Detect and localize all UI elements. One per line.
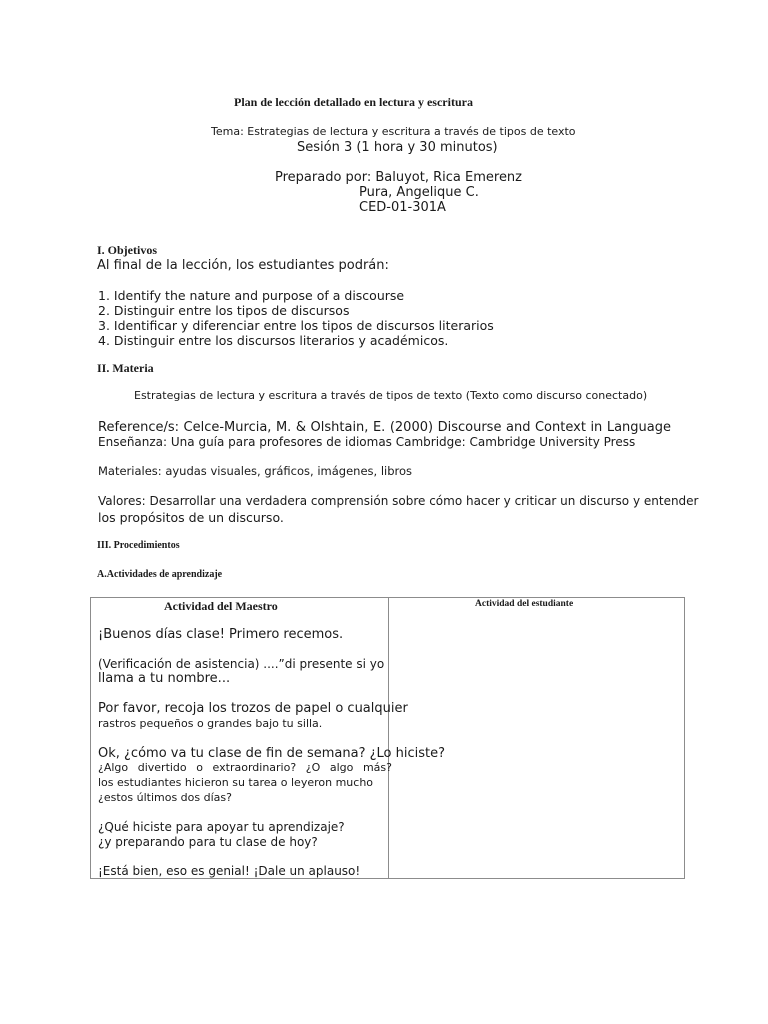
- objective-item: 4. Distinguir entre los discursos literarios y académicos.: [98, 333, 449, 348]
- section-code: CED-01-301A: [359, 200, 446, 215]
- reference-line-1: Reference/s: Celce-Murcia, M. & Olshtain, E. (2000) Discourse and Context in Language: [98, 420, 671, 435]
- objectives-intro: Al final de la lección, los estudiantes podrán:: [97, 258, 389, 273]
- document-title: Plan de lección detallado en lectura y escritura: [234, 95, 473, 109]
- lesson-topic: Tema: Estrategias de lectura y escritura a través de tipos de texto: [211, 125, 576, 138]
- teacher-line: ¿estos últimos dos días?: [98, 791, 232, 804]
- objective-item: 1. Identify the nature and purpose of a discourse: [98, 288, 405, 303]
- author-name: Pura, Angelique C.: [359, 185, 479, 200]
- materials-text: Materiales: ayudas visuales, gráficos, imágenes, libros: [98, 464, 413, 478]
- teacher-line: ¿Qué hiciste para apoyar tu aprendizaje?: [98, 820, 345, 834]
- objective-item: 3. Identificar y diferenciar entre los tipos de discursos literarios: [98, 318, 494, 333]
- materia-text: Estrategias de lectura y escritura a través de tipos de texto (Texto como discurso conectado): [134, 389, 648, 402]
- teacher-line: ¿y preparando para tu clase de hoy?: [98, 835, 318, 849]
- prepared-by: Preparado por: Baluyot, Rica Emerenz: [275, 170, 522, 185]
- objective-item: 2. Distinguir entre los tipos de discursos: [98, 303, 350, 318]
- teacher-line: llama a tu nombre...: [98, 671, 231, 686]
- teacher-line: Ok, ¿cómo va tu clase de fin de semana? ¿Lo hiciste?: [98, 746, 446, 761]
- teacher-line: ¡Buenos días clase! Primero recemos.: [98, 627, 344, 642]
- teacher-line: Por favor, recoja los trozos de papel o cualquier: [98, 701, 408, 716]
- values-line-1: Valores: Desarrollar una verdadera comprensión sobre cómo hacer y criticar un discurso y entender: [98, 494, 699, 508]
- teacher-line: rastros pequeños o grandes bajo tu silla.: [98, 717, 323, 730]
- activity-table: [90, 597, 685, 879]
- teacher-line: (Verificación de asistencia) ....”di presente si yo: [98, 657, 385, 671]
- activities-heading: A.Actividades de aprendizaje: [97, 569, 223, 580]
- values-line-2: los propósitos de un discurso.: [98, 510, 284, 525]
- teacher-column-header: Actividad del Maestro: [164, 599, 278, 613]
- teacher-line: ¿Algo divertido o extraordinario? ¿O algo más?: [98, 761, 392, 774]
- reference-line-2: Enseñanza: Una guía para profesores de idiomas Cambridge: Cambridge University Press: [98, 435, 636, 449]
- objectives-heading: I. Objetivos: [97, 243, 157, 257]
- student-column-header: Actividad del estudiante: [475, 599, 574, 609]
- procedures-heading: III. Procedimientos: [97, 540, 180, 551]
- teacher-line: los estudiantes hicieron su tarea o leyeron mucho: [98, 776, 374, 789]
- materia-heading: II. Materia: [97, 361, 154, 375]
- session-info: Sesión 3 (1 hora y 30 minutos): [297, 140, 498, 155]
- teacher-line: ¡Está bien, eso es genial! ¡Dale un aplauso!: [98, 864, 361, 878]
- column-divider: [388, 598, 389, 878]
